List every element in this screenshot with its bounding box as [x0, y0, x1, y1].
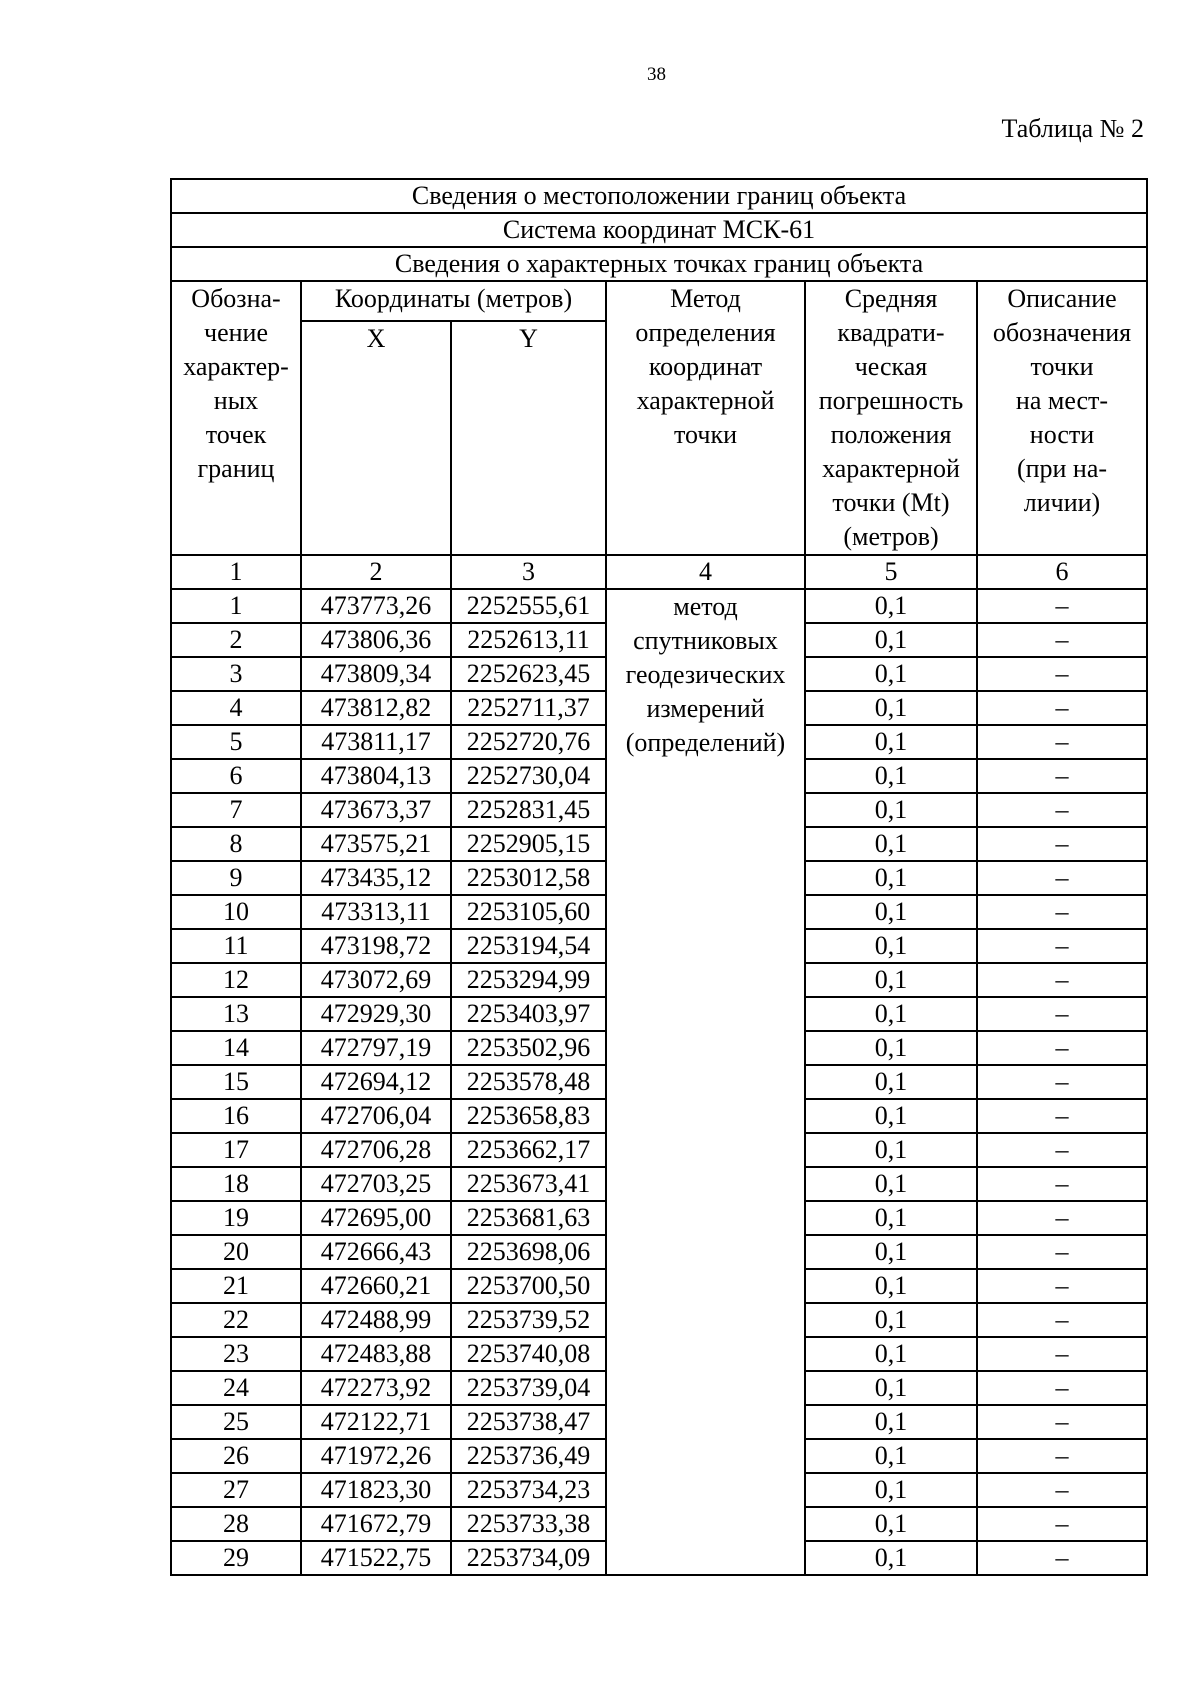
- point-number-cell: 16: [171, 1099, 301, 1133]
- header-line: координат: [648, 352, 763, 381]
- x-coordinate-cell: 471672,79: [301, 1507, 451, 1541]
- description-cell: –: [977, 1031, 1147, 1065]
- method-line: спутниковых: [633, 626, 778, 655]
- point-number-cell: 11: [171, 929, 301, 963]
- x-coordinate-cell: 472666,43: [301, 1235, 451, 1269]
- header-line: положения: [830, 420, 952, 449]
- x-coordinate-cell: 473809,34: [301, 657, 451, 691]
- error-cell: 0,1: [805, 1167, 977, 1201]
- y-coordinate-cell: 2253662,17: [451, 1133, 606, 1167]
- x-coordinate-cell: 473806,36: [301, 623, 451, 657]
- error-cell: 0,1: [805, 1201, 977, 1235]
- page-number: 38: [647, 64, 666, 85]
- coordinate-system-title: Система координат МСК-61: [171, 213, 1147, 247]
- point-number-cell: 28: [171, 1507, 301, 1541]
- x-coordinate-cell: 473435,12: [301, 861, 451, 895]
- x-coordinate-cell: 473811,17: [301, 725, 451, 759]
- x-coordinate-cell: 471522,75: [301, 1541, 451, 1575]
- error-cell: 0,1: [805, 691, 977, 725]
- y-coordinate-cell: 2253012,58: [451, 861, 606, 895]
- point-number-cell: 27: [171, 1473, 301, 1507]
- point-number-cell: 15: [171, 1065, 301, 1099]
- header-line: обозначения: [992, 318, 1132, 347]
- y-coordinate-cell: 2253578,48: [451, 1065, 606, 1099]
- method-line: метод: [673, 592, 738, 621]
- point-number-cell: 19: [171, 1201, 301, 1235]
- y-coordinate-cell: 2253736,49: [451, 1439, 606, 1473]
- error-cell: 0,1: [805, 793, 977, 827]
- x-coordinate-cell: 472660,21: [301, 1269, 451, 1303]
- x-coordinate-cell: 473198,72: [301, 929, 451, 963]
- error-cell: 0,1: [805, 963, 977, 997]
- point-number-cell: 6: [171, 759, 301, 793]
- y-coordinate-cell: 2253294,99: [451, 963, 606, 997]
- error-cell: 0,1: [805, 1473, 977, 1507]
- point-number-cell: 7: [171, 793, 301, 827]
- header-line: точки (Mt): [832, 488, 950, 517]
- column-number-row: [171, 555, 1147, 589]
- method-line: измерений: [646, 694, 765, 723]
- description-cell: –: [977, 1337, 1147, 1371]
- point-number-cell: 17: [171, 1133, 301, 1167]
- y-coordinate-cell: 2252730,04: [451, 759, 606, 793]
- description-cell: –: [977, 1133, 1147, 1167]
- x-coordinate-cell: 471823,30: [301, 1473, 451, 1507]
- point-number-cell: 13: [171, 997, 301, 1031]
- error-cell: 0,1: [805, 1303, 977, 1337]
- error-cell: 0,1: [805, 1269, 977, 1303]
- x-coordinate-cell: 471972,26: [301, 1439, 451, 1473]
- y-coordinate-cell: 2253739,52: [451, 1303, 606, 1337]
- description-cell: –: [977, 1065, 1147, 1099]
- x-coordinate-cell: 472483,88: [301, 1337, 451, 1371]
- header-line: Метод: [670, 284, 741, 313]
- error-cell: 0,1: [805, 589, 977, 623]
- error-cell: 0,1: [805, 1371, 977, 1405]
- point-number-cell: 14: [171, 1031, 301, 1065]
- description-cell: –: [977, 1439, 1147, 1473]
- description-cell: –: [977, 997, 1147, 1031]
- point-number-cell: 1: [171, 589, 301, 623]
- error-cell: 0,1: [805, 1405, 977, 1439]
- header-description: [977, 281, 1147, 555]
- error-cell: 0,1: [805, 1541, 977, 1575]
- points-title: Сведения о характерных точках границ объекта: [171, 247, 1147, 281]
- method-line: (определений): [625, 728, 786, 757]
- y-coordinate-cell: 2252831,45: [451, 793, 606, 827]
- x-coordinate-cell: 473575,21: [301, 827, 451, 861]
- header-line: ческая: [854, 352, 928, 381]
- point-number-cell: 12: [171, 963, 301, 997]
- header-x: X: [301, 321, 451, 555]
- point-number-cell: 25: [171, 1405, 301, 1439]
- description-cell: –: [977, 861, 1147, 895]
- x-coordinate-cell: 473072,69: [301, 963, 451, 997]
- description-cell: –: [977, 623, 1147, 657]
- description-cell: –: [977, 1541, 1147, 1575]
- point-number-cell: 4: [171, 691, 301, 725]
- x-coordinate-cell: 472706,28: [301, 1133, 451, 1167]
- description-cell: –: [977, 1235, 1147, 1269]
- header-line: границ: [197, 454, 275, 483]
- y-coordinate-cell: 2253733,38: [451, 1507, 606, 1541]
- error-cell: 0,1: [805, 1133, 977, 1167]
- point-number-cell: 24: [171, 1371, 301, 1405]
- x-coordinate-cell: 473673,37: [301, 793, 451, 827]
- point-number-cell: 21: [171, 1269, 301, 1303]
- point-number-cell: 26: [171, 1439, 301, 1473]
- y-coordinate-cell: 2253700,50: [451, 1269, 606, 1303]
- point-number-cell: 29: [171, 1541, 301, 1575]
- error-cell: 0,1: [805, 861, 977, 895]
- y-coordinate-cell: 2253673,41: [451, 1167, 606, 1201]
- y-coordinate-cell: 2252623,45: [451, 657, 606, 691]
- point-number-cell: 3: [171, 657, 301, 691]
- error-cell: 0,1: [805, 1031, 977, 1065]
- coordinates-table: [170, 178, 1148, 1576]
- x-coordinate-cell: 472273,92: [301, 1371, 451, 1405]
- x-coordinate-cell: 472929,30: [301, 997, 451, 1031]
- header-method: [606, 281, 805, 555]
- y-coordinate-cell: 2253658,83: [451, 1099, 606, 1133]
- column-number: 2: [301, 555, 451, 589]
- column-number: 4: [606, 555, 805, 589]
- header-coordinates: Координаты (метров): [301, 281, 606, 321]
- header-line: чение: [204, 318, 268, 347]
- description-cell: –: [977, 895, 1147, 929]
- description-cell: –: [977, 1405, 1147, 1439]
- header-line: на мест-: [1015, 386, 1109, 415]
- y-coordinate-cell: 2252711,37: [451, 691, 606, 725]
- title-row: [171, 213, 1147, 247]
- header-line: определения: [635, 318, 776, 347]
- header-line: (метров): [843, 522, 939, 551]
- point-number-cell: 23: [171, 1337, 301, 1371]
- x-coordinate-cell: 472488,99: [301, 1303, 451, 1337]
- title-row: [171, 247, 1147, 281]
- y-coordinate-cell: 2253739,04: [451, 1371, 606, 1405]
- error-cell: 0,1: [805, 1507, 977, 1541]
- x-coordinate-cell: 473804,13: [301, 759, 451, 793]
- description-cell: –: [977, 1371, 1147, 1405]
- header-line: (при на-: [1016, 454, 1108, 483]
- header-line: погрешность: [818, 386, 964, 415]
- y-coordinate-cell: 2252613,11: [451, 623, 606, 657]
- x-coordinate-cell: 473313,11: [301, 895, 451, 929]
- method-line: геодезических: [625, 660, 786, 689]
- method-cell: [606, 589, 805, 1575]
- y-coordinate-cell: 2253734,09: [451, 1541, 606, 1575]
- error-cell: 0,1: [805, 1065, 977, 1099]
- description-cell: –: [977, 793, 1147, 827]
- point-number-cell: 10: [171, 895, 301, 929]
- y-coordinate-cell: 2253502,96: [451, 1031, 606, 1065]
- header-line: характер-: [183, 352, 289, 381]
- description-cell: –: [977, 963, 1147, 997]
- error-cell: 0,1: [805, 623, 977, 657]
- table-row: [171, 589, 1147, 623]
- header-line: ных: [213, 386, 259, 415]
- description-cell: –: [977, 1507, 1147, 1541]
- column-number: 3: [451, 555, 606, 589]
- error-cell: 0,1: [805, 759, 977, 793]
- description-cell: –: [977, 1167, 1147, 1201]
- y-coordinate-cell: 2252905,15: [451, 827, 606, 861]
- description-cell: –: [977, 929, 1147, 963]
- header-line: Обозна-: [191, 284, 281, 313]
- y-coordinate-cell: 2252720,76: [451, 725, 606, 759]
- description-cell: –: [977, 759, 1147, 793]
- error-cell: 0,1: [805, 997, 977, 1031]
- description-cell: –: [977, 1201, 1147, 1235]
- header-line: характерной: [822, 454, 960, 483]
- header-line: ности: [1029, 420, 1095, 449]
- description-cell: –: [977, 589, 1147, 623]
- header-line: личии): [1023, 488, 1101, 517]
- error-cell: 0,1: [805, 1337, 977, 1371]
- header-line: Описание: [1007, 284, 1117, 313]
- description-cell: –: [977, 827, 1147, 861]
- point-number-cell: 22: [171, 1303, 301, 1337]
- table-title: Сведения о местоположении границ объекта: [171, 179, 1147, 213]
- description-cell: –: [977, 725, 1147, 759]
- y-coordinate-cell: 2253403,97: [451, 997, 606, 1031]
- description-cell: –: [977, 657, 1147, 691]
- column-number: 6: [977, 555, 1147, 589]
- description-cell: –: [977, 691, 1147, 725]
- header-line: квадрати-: [837, 318, 945, 347]
- y-coordinate-cell: 2253105,60: [451, 895, 606, 929]
- error-cell: 0,1: [805, 1235, 977, 1269]
- header-designation: [171, 281, 301, 555]
- column-number: 1: [171, 555, 301, 589]
- description-cell: –: [977, 1473, 1147, 1507]
- y-coordinate-cell: 2253740,08: [451, 1337, 606, 1371]
- error-cell: 0,1: [805, 895, 977, 929]
- description-cell: –: [977, 1269, 1147, 1303]
- description-cell: –: [977, 1099, 1147, 1133]
- column-number: 5: [805, 555, 977, 589]
- error-cell: 0,1: [805, 1099, 977, 1133]
- x-coordinate-cell: 472122,71: [301, 1405, 451, 1439]
- header-line: характерной: [636, 386, 775, 415]
- x-coordinate-cell: 472694,12: [301, 1065, 451, 1099]
- x-coordinate-cell: 472706,04: [301, 1099, 451, 1133]
- y-coordinate-cell: 2253738,47: [451, 1405, 606, 1439]
- x-coordinate-cell: 473773,26: [301, 589, 451, 623]
- point-number-cell: 20: [171, 1235, 301, 1269]
- error-cell: 0,1: [805, 929, 977, 963]
- table-caption: Таблица № 2: [1001, 114, 1144, 143]
- x-coordinate-cell: 472703,25: [301, 1167, 451, 1201]
- point-number-cell: 8: [171, 827, 301, 861]
- y-coordinate-cell: 2253681,63: [451, 1201, 606, 1235]
- y-coordinate-cell: 2252555,61: [451, 589, 606, 623]
- error-cell: 0,1: [805, 657, 977, 691]
- x-coordinate-cell: 472797,19: [301, 1031, 451, 1065]
- description-cell: –: [977, 1303, 1147, 1337]
- point-number-cell: 2: [171, 623, 301, 657]
- header-line: Средняя: [844, 284, 938, 313]
- header-row: [171, 281, 1147, 321]
- header-y: Y: [451, 321, 606, 555]
- error-cell: 0,1: [805, 827, 977, 861]
- header-line: точки: [674, 420, 737, 449]
- x-coordinate-cell: 472695,00: [301, 1201, 451, 1235]
- y-coordinate-cell: 2253734,23: [451, 1473, 606, 1507]
- point-number-cell: 9: [171, 861, 301, 895]
- error-cell: 0,1: [805, 1439, 977, 1473]
- header-line: точки: [1030, 352, 1094, 381]
- x-coordinate-cell: 473812,82: [301, 691, 451, 725]
- header-error: [805, 281, 977, 555]
- point-number-cell: 18: [171, 1167, 301, 1201]
- error-cell: 0,1: [805, 725, 977, 759]
- point-number-cell: 5: [171, 725, 301, 759]
- y-coordinate-cell: 2253194,54: [451, 929, 606, 963]
- y-coordinate-cell: 2253698,06: [451, 1235, 606, 1269]
- header-line: точек: [205, 420, 267, 449]
- title-row: [171, 179, 1147, 213]
